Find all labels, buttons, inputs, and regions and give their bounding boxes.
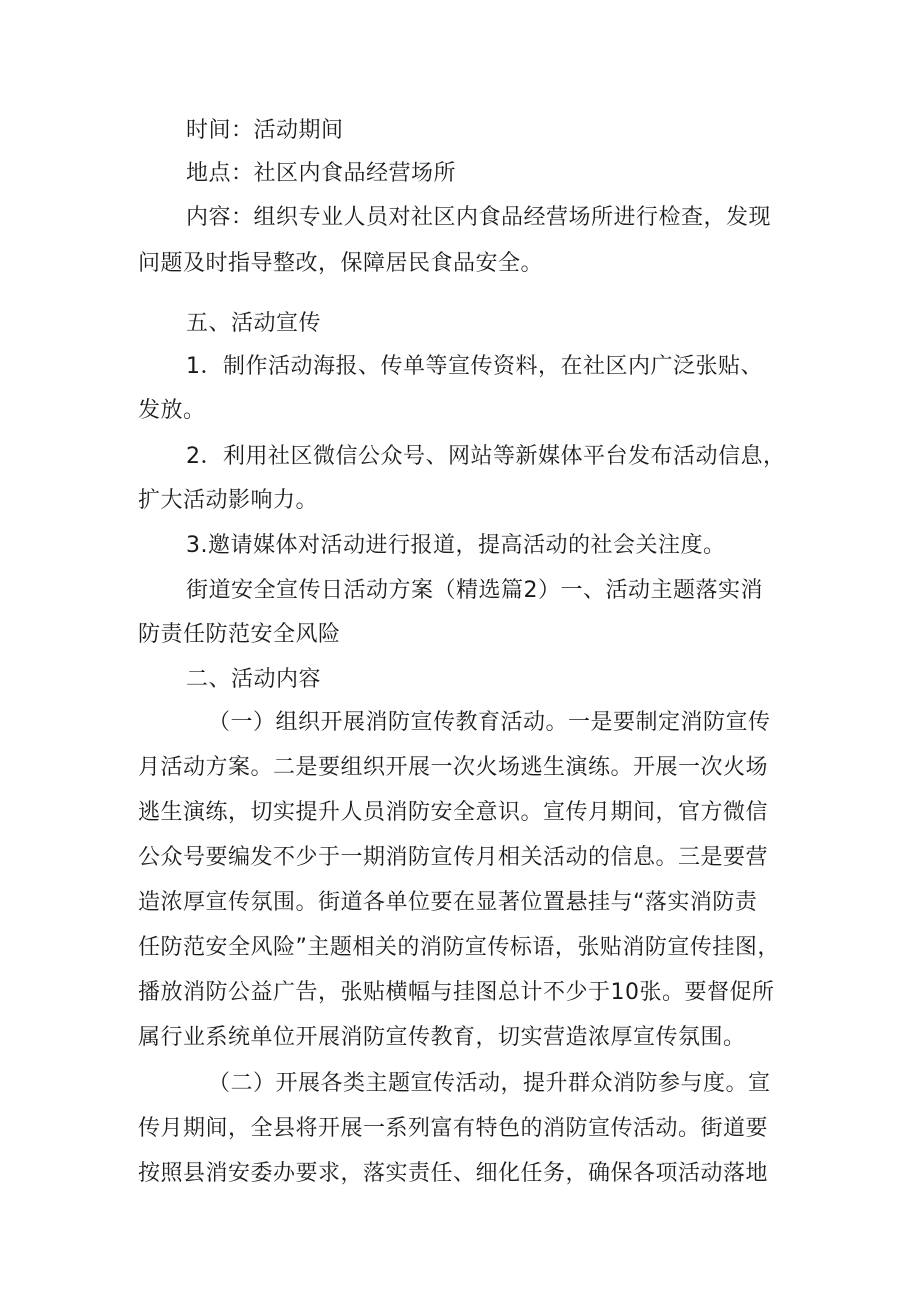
schedule-location-line: 地点：社区内食品经营场所 bbox=[186, 161, 457, 186]
schedule-content-line-cont: 问题及时指导整改，保障居民食品安全。 bbox=[138, 251, 544, 276]
paragraph-1-line-8: 属行业系统单位开展消防宣传教育，切实营造浓厚宣传氛围。 bbox=[138, 1025, 746, 1050]
paragraph-2-line-3: 按照县消安委办要求，落实责任、细化任务，确保各项活动落地 bbox=[138, 1161, 769, 1186]
promo-item-2: 2．利用社区微信公众号、网站等新媒体平台发布活动信息， bbox=[186, 444, 786, 469]
paragraph-1-line-6: 任防范安全风险”主题相关的消防宣传标语，张贴消防宣传挂图， bbox=[138, 935, 780, 960]
paragraph-1-line-5: 造浓厚宣传氛围。街道各单位要在显著位置悬挂与“落实消防责 bbox=[138, 890, 758, 915]
promo-item-3: 3.邀请媒体对活动进行报道，提高活动的社会关注度。 bbox=[186, 533, 726, 558]
plan-title-line-cont: 防责任防范安全风险 bbox=[138, 622, 341, 647]
schedule-content-line: 内容：组织专业人员对社区内食品经营场所进行检查，发现 bbox=[186, 205, 772, 230]
paragraph-1-line-1: （一）组织开展消防宣传教育活动。一是要制定消防宣传 bbox=[208, 710, 771, 735]
section-two-heading: 二、活动内容 bbox=[186, 667, 322, 692]
paragraph-1-line-4: 公众号要编发不少于一期消防宣传月相关活动的信息。三是要营 bbox=[138, 845, 769, 870]
section-five-heading: 五、活动宣传 bbox=[186, 311, 322, 336]
promo-item-1: 1．制作活动海报、传单等宣传资料，在社区内广泛张贴、 bbox=[186, 354, 763, 379]
schedule-time-line: 时间：活动期间 bbox=[186, 118, 344, 143]
paragraph-1-line-3: 逃生演练，切实提升人员消防安全意识。宣传月期间，官方微信 bbox=[138, 800, 769, 825]
paragraph-1-line-7: 播放消防公益广告，张贴横幅与挂图总计不少于10张。要督促所 bbox=[138, 980, 775, 1005]
paragraph-2-line-1: （二）开展各类主题宣传活动，提升群众消防参与度。宣 bbox=[208, 1071, 771, 1096]
plan-title-line: 街道安全宣传日活动方案（精选篇2）一、活动主题落实消 bbox=[186, 578, 763, 603]
paragraph-1-line-2: 月活动方案。二是要组织开展一次火场逃生演练。开展一次火场 bbox=[138, 755, 769, 780]
promo-item-1-cont: 发放。 bbox=[138, 398, 206, 423]
paragraph-2-line-2: 传月期间，全县将开展一系列富有特色的消防宣传活动。街道要 bbox=[138, 1116, 769, 1141]
promo-item-2-cont: 扩大活动影响力。 bbox=[138, 488, 319, 513]
